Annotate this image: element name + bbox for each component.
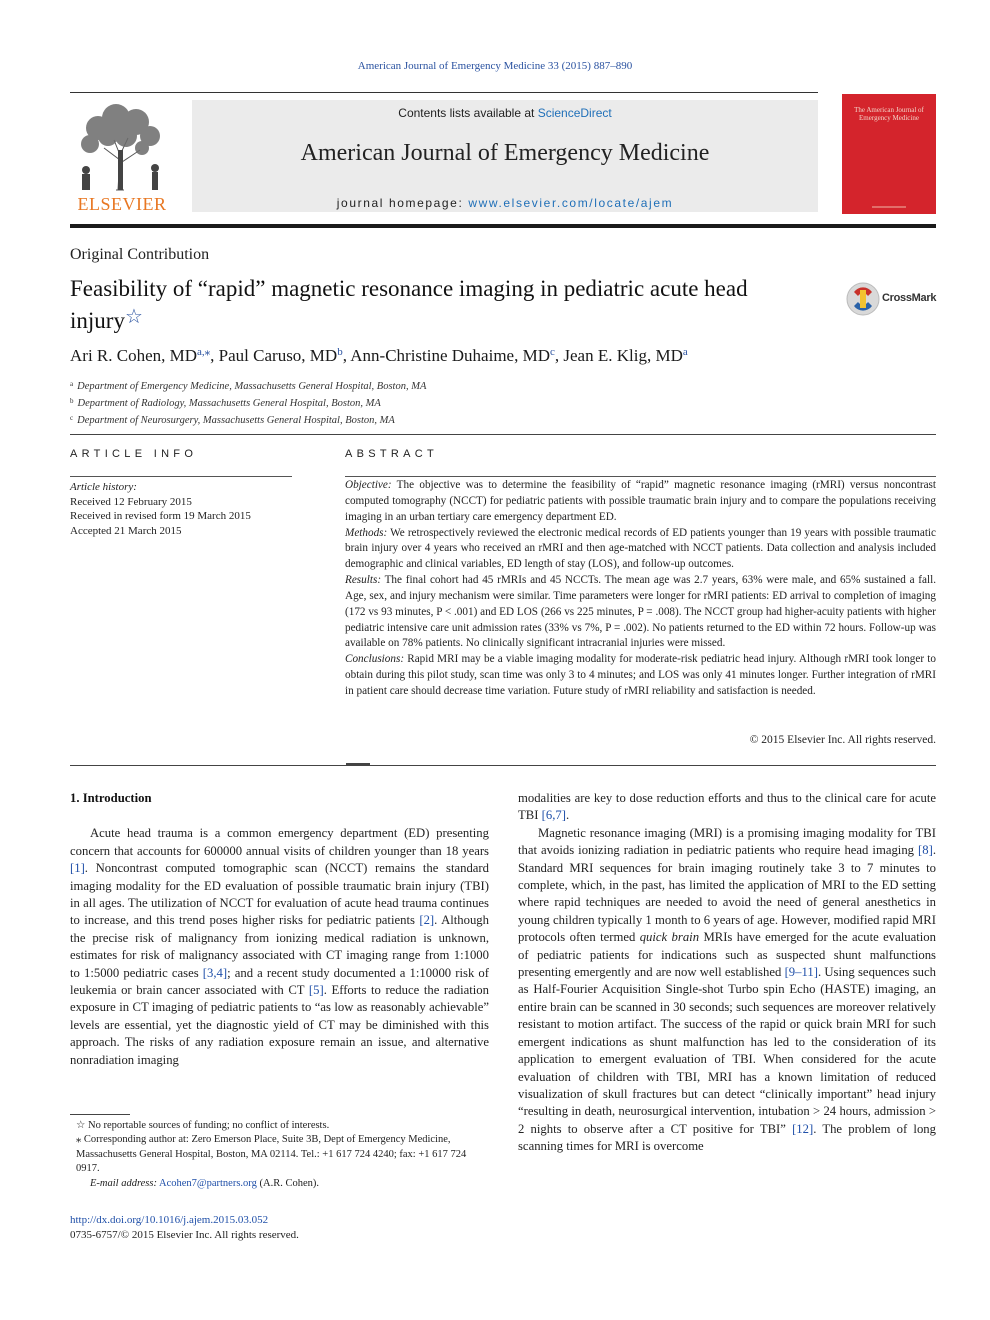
methods-text: We retrospectively reviewed the electronic medical records of ED patients younger than 19 years with possible traumatic brain injury over 4 years who received an rMRI and then age-matched with NCCT patients. Data collection and analysis included demographic and clinical variables, ED length of stay (LOS), and follow-up outcomes. xyxy=(345,526,936,571)
journal-banner xyxy=(192,100,818,212)
body-text: . The problem of long scanning times for MRI is overcome xyxy=(518,1121,936,1154)
body-text: modalities are key to dose reduction efforts and thus to the clinical care for acute TBI xyxy=(518,791,936,823)
affiliation-text: Department of Radiology, Massachusetts General Hospital, Boston, MA xyxy=(77,398,381,409)
body-text: . Standard MRI sequences for brain imaging routinely take 3 to 7 minutes to complete, which, in the past, has limited the application of MRI to the ED setting where rapid techniques are needed to avoid the need of general anesthetics in young children typically 1 month to 6 years of age. However, modified rapid MRI protocols often termed xyxy=(518,843,936,945)
author-separator: , xyxy=(210,346,219,365)
footnote-asterisk-mark: ⁎ xyxy=(76,1134,82,1146)
affiliation-text: Department of Emergency Medicine, Massachusetts General Hospital, Boston, MA xyxy=(77,381,427,392)
article-history xyxy=(70,480,300,539)
title-footnote-star[interactable]: ☆ xyxy=(124,306,143,328)
affiliation-mark: a xyxy=(70,380,74,388)
abstract-conclusions xyxy=(345,652,936,700)
author-name[interactable]: Jean E. Klig, MD xyxy=(563,346,683,365)
homepage-link[interactable]: www.elsevier.com/locate/ajem xyxy=(468,196,674,210)
homepage-prefix: journal homepage: xyxy=(336,196,469,210)
affiliation-mark: c xyxy=(70,414,74,422)
reference-link[interactable]: [2] xyxy=(419,913,435,928)
body-text: Acute head trauma is a common emergency department (ED) presenting concern that accounts for 600000 annual visits of children younger than 18 years xyxy=(70,826,489,858)
received-date: Received 12 February 2015 xyxy=(70,495,192,508)
journal-homepage xyxy=(192,196,818,210)
author-name[interactable]: Paul Caruso, MD xyxy=(218,346,338,365)
article-info-heading: ARTICLE INFO xyxy=(70,448,198,460)
continued-paragraph xyxy=(518,790,936,825)
footnote-star-mark: ☆ xyxy=(76,1120,86,1131)
abstract-heading: ABSTRACT xyxy=(345,448,439,460)
issn-line: 0735-6757/© 2015 Elsevier Inc. All rights reserved. xyxy=(70,1229,299,1241)
accepted-date: Accepted 21 March 2015 xyxy=(70,525,182,538)
body-separator-mark xyxy=(346,763,370,766)
contents-prefix: Contents lists available at xyxy=(398,106,538,120)
sciencedirect-link[interactable]: ScienceDirect xyxy=(537,106,612,120)
intro-heading: 1. Introduction xyxy=(70,791,152,805)
crossmark-icon xyxy=(846,282,880,316)
elsevier-logo[interactable] xyxy=(68,100,176,216)
body-column-right xyxy=(518,790,936,1156)
conclusions-label: Conclusions: xyxy=(345,653,405,666)
elsevier-wordmark: ELSEVIER xyxy=(77,194,167,214)
abstract-body xyxy=(345,478,936,700)
footnote-text: Corresponding author at: Zero Emerson Place, Suite 3B, Dept of Emergency Medicine, Massachusetts General Hospital, Boston, MA 02114. Tel.: +1 617 724 4240; fax: +1 617 724 0917. xyxy=(76,1134,467,1175)
email-footnote xyxy=(70,1177,489,1191)
author-affiliation-mark[interactable]: a xyxy=(682,346,688,358)
objective-label: Objective: xyxy=(345,479,392,491)
journal-citation[interactable]: American Journal of Emergency Medicine 33 (2015) 887–890 xyxy=(357,60,633,72)
body-text: . Noncontrast computed tomographic scan (NCCT) remains the standard imaging modality for the ED evaluation of possible traumatic brain injury (TBI) in all ages. The utilization of NCCT for evaluation of acute head trauma continues to increase, and this trend poses higher risks for pediatric patients xyxy=(70,861,489,928)
body-text: . Although the precise risk of malignancy from ionizing medical radiation is unknown, estimates for risk of malignancy associated with CT imaging range from 1:1000 to 1:5000 pediatric cases xyxy=(70,913,489,980)
conclusions-text: Rapid MRI may be a viable imaging modality for moderate-risk pediatric head injury. Although rMRI took longer to obtain during this pilot study, scan time was only 3 to 4 minutes; and LOS was only 41 minutes longer. Further integration of rMRI in patient care should decrease time variation. Future study of rMRI reliability and satisfaction is needed. xyxy=(345,653,936,697)
body-text: ; and a recent study documented a 1:10000 risk of leukemia or brain cancer associated with CT xyxy=(70,965,489,998)
journal-title: American Journal of Emergency Medicine xyxy=(300,140,710,166)
affiliation-mark: b xyxy=(70,397,74,405)
header-top-rule xyxy=(70,92,818,93)
revised-date: Received in revised form 19 March 2015 xyxy=(70,510,251,523)
reference-link[interactable]: [3,4] xyxy=(202,965,228,980)
article-title xyxy=(70,274,770,335)
body-italic-term: quick brain xyxy=(639,930,700,945)
crossmark-label: CrossMark xyxy=(882,292,937,304)
email-link[interactable]: Acohen7@partners.org xyxy=(159,1177,257,1189)
abstract-copyright: © 2015 Elsevier Inc. All rights reserved. xyxy=(749,734,936,746)
cover-footer-line xyxy=(842,206,936,208)
reference-link[interactable]: [8] xyxy=(918,843,933,858)
doi-link[interactable]: http://dx.doi.org/10.1016/j.ajem.2015.03.052 xyxy=(70,1214,269,1226)
email-label: E-mail address: xyxy=(90,1177,157,1189)
affiliation-list xyxy=(70,377,930,428)
author-separator: , xyxy=(554,346,564,365)
body-text: . Efforts to reduce the radiation exposure in CT imaging of pediatric patients to “as low as reasonably achievable” levels are essential, yet the diagnostic yield of CT may be diminished with this approach. The risks of any radiation exposure remain an issue, and alternative nonradiation imaging xyxy=(70,983,489,1067)
affiliation-item xyxy=(70,411,930,428)
abstract-methods xyxy=(345,526,936,574)
abstract-objective xyxy=(345,478,936,526)
abstract-results xyxy=(345,573,936,652)
body-text: . xyxy=(565,808,570,823)
body-text: Magnetic resonance imaging (MRI) is a promising imaging modality for TBI that avoids ionizing radiation in pediatric patients who require head imaging xyxy=(518,825,936,858)
author-list xyxy=(70,345,930,366)
footnotes xyxy=(70,1119,489,1191)
footnote-text: No reportable sources of funding; no conflict of interests. xyxy=(85,1120,330,1131)
mri-paragraph xyxy=(518,825,936,1156)
elsevier-tree-icon xyxy=(68,100,176,192)
reference-link[interactable]: [12] xyxy=(792,1121,814,1136)
body-text: MRIs have emerged for the acute evaluation of pediatric patients for indications such as suspected shunt malfunctions presenting emergently and are now well established xyxy=(518,930,936,980)
crossmark-badge[interactable] xyxy=(846,282,938,316)
author-name[interactable]: Ari R. Cohen, MD xyxy=(70,346,198,365)
abstract-rule xyxy=(345,476,936,477)
results-text: The final cohort had 45 rMRIs and 45 NCCTs. The mean age was 2.7 years, 63% were male, and 65% sustained a fall. Age, sex, and injury mechanism were similar. Time parameters were longer for rMRI patients: ED arrival to completion of imaging (172 vs 93 minutes, P < .001) and ED LOS (266 vs 225 minutes, P = .008). The NCCT group had higher-acuity patients with higher pediatric intensive care unit admission rates (33% vs 7%, P = .002). No patients returned to the ED within 72 hours. Follow-up was available on 78% patients. No clinically significant intracranial injuries were missed. xyxy=(345,574,936,650)
contents-line xyxy=(192,106,818,120)
reference-link[interactable]: [1] xyxy=(70,861,85,876)
affiliation-item xyxy=(70,394,930,411)
results-label: Results: xyxy=(345,574,382,587)
affiliation-text: Department of Neurosurgery, Massachusetts General Hospital, Boston, MA xyxy=(77,415,395,426)
journal-cover[interactable] xyxy=(842,94,936,214)
affiliation-item xyxy=(70,377,930,394)
objective-text: The objective was to determine the feasibility of “rapid” magnetic resonance imaging (rMRI) versus noncontrast computed tomography (NCCT) for pediatric patients with possible traumatic brain injury and to compare the populations receiving imaging in an urban tertiary care emergency department ED. xyxy=(345,479,936,523)
body-text: . Using sequences such as Half-Fourier Acquisition Single-shot Turbo spin Echo (HASTE) imaging, an entire brain can be scanned in 30 seconds; such sequences are moreover relatively resistant to motion artifact. The success of the rapid or quick brain MRI for such emergent indications as shunt malfunction has led to the consideration of its application to emergent evaluation of TBI. When considered for the acute evaluation of children with TBI, MRI has a known limitation of reduced visualization of skull fractures but can detect “clinically important” head injury “resulting in death, neurosurgical intervention, intubation > 24 hours, admission > 2 nights to observe after a CT positive for TBI” xyxy=(518,965,936,1136)
author-affiliation-mark[interactable]: c xyxy=(550,346,555,358)
article-info-rule xyxy=(70,476,292,477)
intro-paragraph xyxy=(70,825,489,1069)
section-type: Original Contribution xyxy=(70,246,210,263)
header-thick-rule xyxy=(70,224,936,228)
corresponding-footnote xyxy=(70,1133,489,1176)
author-affiliation-mark[interactable]: a,⁎ xyxy=(197,346,211,358)
author-name[interactable]: Ann-Christine Duhaime, MD xyxy=(350,346,550,365)
front-matter-rule xyxy=(70,434,936,435)
footnote-rule xyxy=(70,1114,130,1115)
history-label: Article history: xyxy=(70,481,137,493)
body-column-left xyxy=(70,790,489,1069)
body-separator-rule xyxy=(70,765,936,766)
reference-link[interactable]: [6,7] xyxy=(541,808,566,823)
article-title-text: Feasibility of “rapid” magnetic resonance imaging in pediatric acute head injury xyxy=(70,276,748,333)
funding-footnote xyxy=(70,1119,489,1133)
reference-link[interactable]: [9–11] xyxy=(784,965,818,980)
reference-link[interactable]: [5] xyxy=(308,983,324,998)
author-separator: , xyxy=(342,346,351,365)
author-affiliation-mark[interactable]: b xyxy=(337,346,343,358)
email-suffix: (A.R. Cohen). xyxy=(256,1177,319,1189)
cover-title: The American Journal of Emergency Medicine xyxy=(854,106,924,122)
methods-label: Methods: xyxy=(345,526,388,539)
